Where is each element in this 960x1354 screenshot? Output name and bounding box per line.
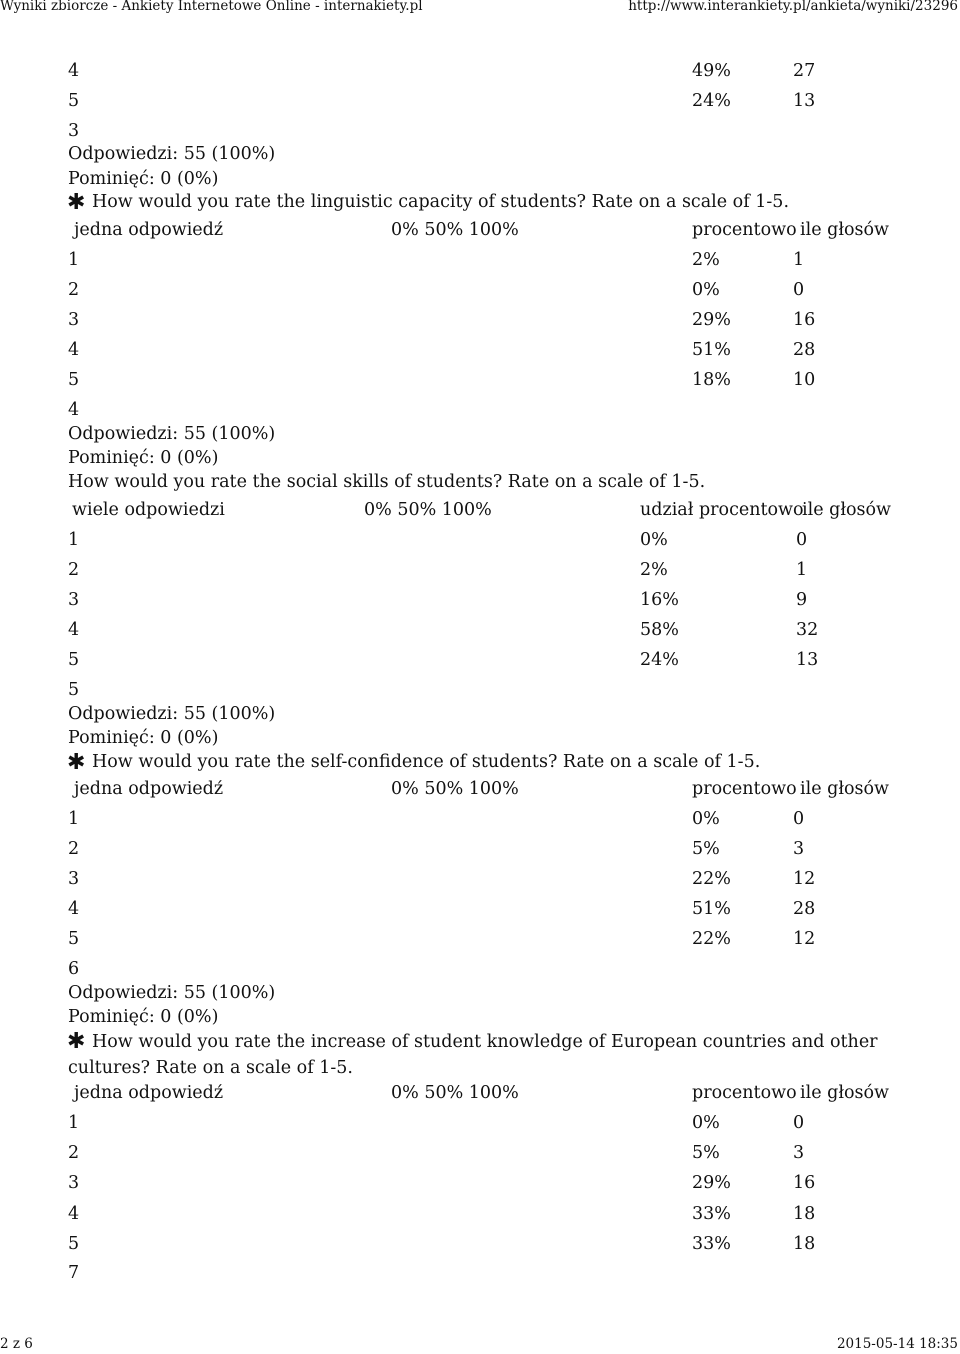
row-label: 1 bbox=[68, 809, 80, 829]
row-percent: 0% bbox=[692, 1113, 720, 1133]
row-percent: 0% bbox=[692, 280, 720, 300]
votes-header: ile głosów bbox=[800, 779, 890, 799]
row-label: 4 bbox=[68, 1204, 80, 1224]
answer-type-header: jedna odpowiedź bbox=[74, 779, 224, 799]
row-votes: 16 bbox=[793, 1173, 816, 1193]
row-percent: 29% bbox=[692, 310, 731, 330]
page-header-url[interactable]: http://www.interankiety.pl/ankieta/wyniki/23296 bbox=[628, 0, 958, 14]
row-label: 1 bbox=[68, 1113, 80, 1133]
scale-header: 0% 50% 100% bbox=[391, 220, 519, 240]
row-label: 5 bbox=[68, 91, 80, 111]
question-number: 5 bbox=[68, 680, 80, 700]
scale-header: 0% 50% 100% bbox=[391, 1083, 519, 1103]
votes-header: ile głosów bbox=[800, 1083, 890, 1103]
question-number: 6 bbox=[68, 959, 80, 979]
row-votes: 1 bbox=[796, 560, 808, 580]
question-text: How would you rate the increase of student knowledge of European countries and other cultures? Rate on a scale of 1-5. bbox=[68, 1032, 878, 1078]
row-label: 3 bbox=[68, 1173, 80, 1193]
required-star-icon: ✱ bbox=[67, 1029, 86, 1054]
skipped-count: Pominięć: 0 (0%) bbox=[68, 1007, 219, 1027]
row-votes: 13 bbox=[796, 650, 819, 670]
question-number: 3 bbox=[68, 121, 80, 141]
row-percent: 51% bbox=[692, 340, 731, 360]
print-datetime: 2015-05-14 18:35 bbox=[836, 1336, 958, 1352]
row-label: 2 bbox=[68, 560, 80, 580]
question-text: How would you rate the social skills of students? Rate on a scale of 1-5. bbox=[68, 472, 706, 492]
row-percent: 2% bbox=[692, 250, 720, 270]
row-votes: 3 bbox=[793, 1143, 805, 1163]
row-votes: 0 bbox=[793, 280, 805, 300]
row-percent: 22% bbox=[692, 869, 731, 889]
page-header-title: Wyniki zbiorcze - Ankiety Internetowe Online - internakiety.pl bbox=[0, 0, 423, 14]
question-number: 4 bbox=[68, 400, 80, 420]
row-votes: 10 bbox=[793, 370, 816, 390]
answers-count: Odpowiedzi: 55 (100%) bbox=[68, 144, 276, 164]
skipped-count: Pominięć: 0 (0%) bbox=[68, 448, 219, 468]
skipped-count: Pominięć: 0 (0%) bbox=[68, 169, 219, 189]
row-votes: 27 bbox=[793, 61, 816, 81]
row-label: 2 bbox=[68, 1143, 80, 1163]
row-votes: 16 bbox=[793, 310, 816, 330]
row-votes: 0 bbox=[793, 1113, 805, 1133]
row-label: 5 bbox=[68, 1234, 80, 1254]
row-votes: 12 bbox=[793, 929, 816, 949]
answers-count: Odpowiedzi: 55 (100%) bbox=[68, 983, 276, 1003]
row-votes: 28 bbox=[793, 340, 816, 360]
answer-type-header: jedna odpowiedź bbox=[74, 1083, 224, 1103]
row-label: 3 bbox=[68, 590, 80, 610]
row-label: 2 bbox=[68, 280, 80, 300]
row-percent: 2% bbox=[640, 560, 668, 580]
votes-header: ile głosów bbox=[800, 220, 890, 240]
row-label: 2 bbox=[68, 839, 80, 859]
answers-count: Odpowiedzi: 55 (100%) bbox=[68, 704, 276, 724]
row-votes: 0 bbox=[796, 530, 808, 550]
question-text: How would you rate the linguistic capacity of students? Rate on a scale of 1-5. bbox=[92, 192, 790, 212]
row-votes: 9 bbox=[796, 590, 808, 610]
row-label: 4 bbox=[68, 899, 80, 919]
page-number: 2 z 6 bbox=[0, 1336, 33, 1352]
percent-header: udział procentowo bbox=[640, 500, 804, 520]
row-percent: 24% bbox=[640, 650, 679, 670]
row-votes: 0 bbox=[793, 809, 805, 829]
skipped-count: Pominięć: 0 (0%) bbox=[68, 728, 219, 748]
row-label: 1 bbox=[68, 530, 80, 550]
row-percent: 18% bbox=[692, 370, 731, 390]
scale-header: 0% 50% 100% bbox=[364, 500, 492, 520]
row-percent: 33% bbox=[692, 1204, 731, 1224]
row-votes: 3 bbox=[793, 839, 805, 859]
row-label: 4 bbox=[68, 620, 80, 640]
question-text: How would you rate the self-confidence of students? Rate on a scale of 1-5. bbox=[92, 752, 761, 772]
row-votes: 18 bbox=[793, 1204, 816, 1224]
row-percent: 0% bbox=[640, 530, 668, 550]
required-star-icon: ✱ bbox=[67, 190, 86, 215]
required-star-icon: ✱ bbox=[67, 750, 86, 775]
row-percent: 0% bbox=[692, 809, 720, 829]
row-label: 5 bbox=[68, 929, 80, 949]
row-label: 5 bbox=[68, 650, 80, 670]
row-votes: 12 bbox=[793, 869, 816, 889]
row-votes: 32 bbox=[796, 620, 819, 640]
row-percent: 29% bbox=[692, 1173, 731, 1193]
answer-type-header: jedna odpowiedź bbox=[74, 220, 224, 240]
row-label: 3 bbox=[68, 310, 80, 330]
row-label: 3 bbox=[68, 869, 80, 889]
row-label: 5 bbox=[68, 370, 80, 390]
percent-header: procentowo bbox=[692, 779, 797, 799]
scale-header: 0% 50% 100% bbox=[391, 779, 519, 799]
row-percent: 16% bbox=[640, 590, 679, 610]
percent-header: procentowo bbox=[692, 1083, 797, 1103]
question-number: 7 bbox=[68, 1263, 80, 1283]
row-label: 4 bbox=[68, 61, 80, 81]
row-votes: 28 bbox=[793, 899, 816, 919]
percent-header: procentowo bbox=[692, 220, 797, 240]
row-percent: 51% bbox=[692, 899, 731, 919]
answers-count: Odpowiedzi: 55 (100%) bbox=[68, 424, 276, 444]
row-percent: 49% bbox=[692, 61, 731, 81]
row-label: 4 bbox=[68, 340, 80, 360]
row-percent: 22% bbox=[692, 929, 731, 949]
row-votes: 18 bbox=[793, 1234, 816, 1254]
row-percent: 33% bbox=[692, 1234, 731, 1254]
row-percent: 5% bbox=[692, 1143, 720, 1163]
row-votes: 13 bbox=[793, 91, 816, 111]
row-votes: 1 bbox=[793, 250, 805, 270]
row-label: 1 bbox=[68, 250, 80, 270]
votes-header: ile głosów bbox=[802, 500, 892, 520]
answer-type-header: wiele odpowiedzi bbox=[72, 500, 225, 520]
row-percent: 5% bbox=[692, 839, 720, 859]
row-percent: 58% bbox=[640, 620, 679, 640]
row-percent: 24% bbox=[692, 91, 731, 111]
